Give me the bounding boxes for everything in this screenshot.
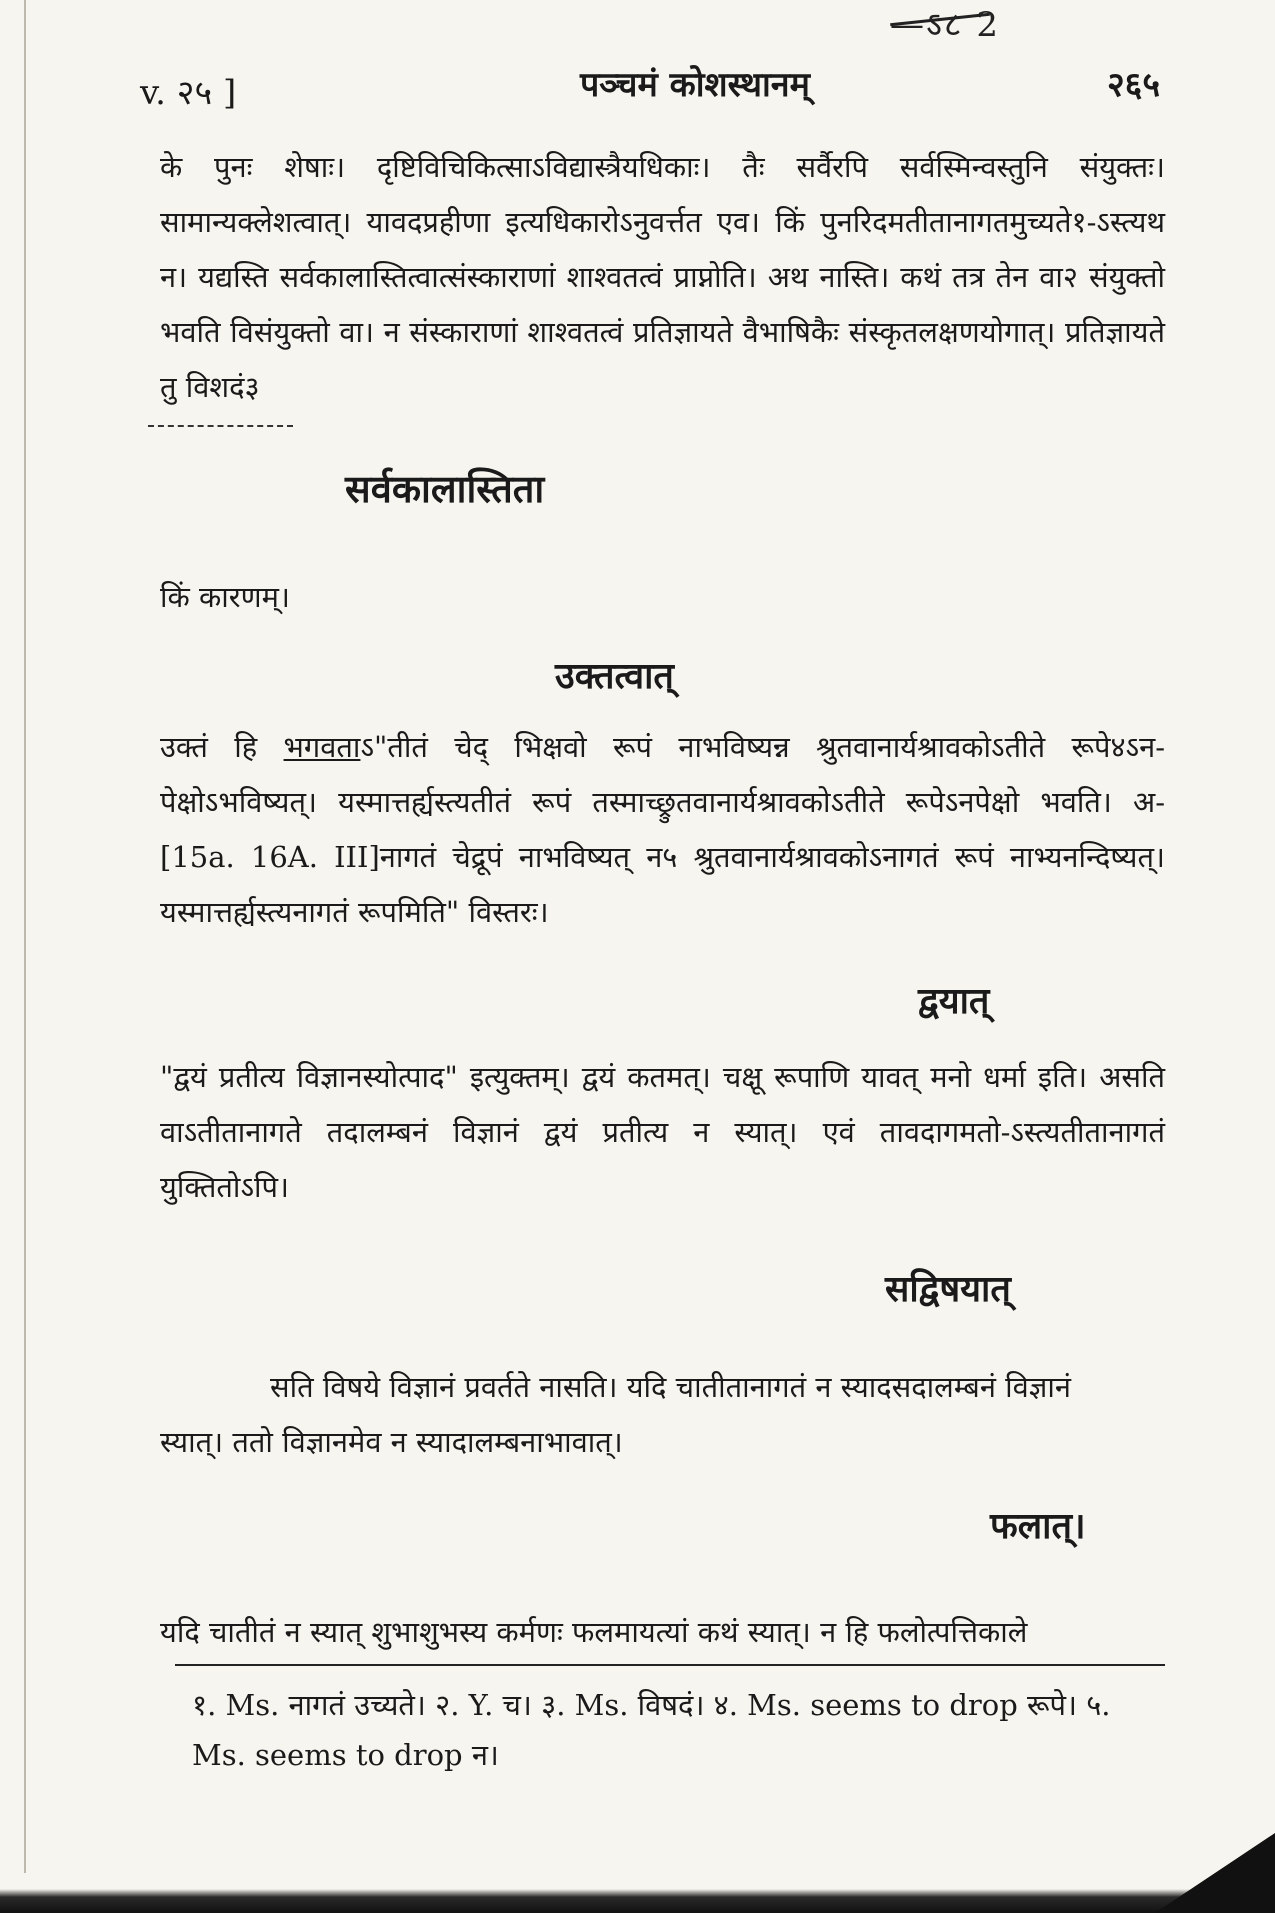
paragraph-uktam-hi [160,720,1165,940]
binding-margin-line [24,0,26,1913]
section-heading-dvayat: द्वयात् [918,980,990,1022]
paragraph-sati-vishaye: सति विषये विज्ञानं प्रवर्तते नासति। यदि चातीतानागतं न स्यादसदालम्बनं विज्ञानं [270,1370,1071,1404]
paragraph-kim-karanam: किं कारणम्। [160,580,290,614]
running-head [140,60,1160,113]
section-heading-sadvishayat: सद्विषयात् [885,1268,1011,1310]
section-heading-sarvakalastita: सर्वकालास्तिता [345,466,545,511]
dashed-underline-vaibhashika [148,425,293,427]
section-heading-phalat: फलात्। [990,1505,1086,1547]
corner-handwritten-mark: —ऽ८ 2 [890,5,1000,45]
running-head-verse: v. २५ ] [140,73,237,113]
paragraph-yadi-chatitam: यदि चातीतं न स्यात् शुभाशुभस्य कर्मणः फलमायत्यां कथं स्यात्। न हि फलोत्पत्तिकाले [160,1615,1028,1649]
paragraph-shesha: के पुनः शेषाः। दृष्टिविचिकित्साऽविद्यास्त्रैयधिकाः। तैः सर्वैरपि सर्वस्मिन्वस्तुनि संयुक्तः। सामान्यक्लेशत्वात्। यावदप्रहीणा इत्यधिकारोऽनुवर्त्तत एव। किं पुनरिदमतीतानागतमुच्यते१-ऽस्त्यथ न। यद्यस्ति सर्वकालास्तित्वात्संस्काराणां शाश्वतत्वं प्राप्नोति। अथ नास्ति। कथं तत्र तेन वा२ संयुक्तो भवति विसंयुक्तो वा। न संस्काराणां शाश्वतत्वं प्रतिज्ञायते वैभाषिकैः संस्कृतलक्षणयोगात्। प्रतिज्ञायते तु विशदं३ [160,150,1165,404]
section-heading-uktatvat: उक्तत्वात् [555,655,674,697]
running-head-title: पञ्चमं कोशस्थानम् [580,65,810,105]
footnotes: १. Ms. नागतं उच्यते। २. Y. च। ३. Ms. विषदं। ४. Ms. seems to drop रूपे। ५. Ms. seems to drop न। [192,1688,1111,1772]
scan-edge-shadow [0,1873,1275,1913]
paragraph-dvayam-pratitya: "द्वयं प्रतीत्य विज्ञानस्योत्पाद" इत्युक्तम्। द्वयं कतमत्। चक्षू रूपाणि यावत् मनो धर्मा इति। असति वाऽतीतानागते तदालम्बनं विज्ञानं द्वयं प्रतीत्य न स्यात्। एवं तावदागमतो-ऽस्त्यतीतानागतं युक्तितोऽपि। [160,1060,1165,1204]
text-run: उक्तं हि [160,730,284,764]
footnote-rule [175,1664,1165,1666]
paragraph-sati-vishaye-cont: स्यात्। ततो विज्ञानमेव न स्यादालम्बनाभावात्। [160,1425,623,1459]
page-number: २६५ [1106,65,1160,105]
text-run: ऽ"तीतं चेद् भिक्षवो रूपं नाभविष्यन्न श्रुतवानार्यश्रावकोऽतीते रूपे४ऽन-पेक्षोऽभविष्यत्। यस्मात्तर्ह्यस्त्यतीतं रूपं तस्माच्छ्रुतवानार्यश्रावकोऽतीते रूपेऽनपेक्षो भवति। अ-[15a. 16A. III]नागतं चेद्रूपं नाभविष्यत् न५ श्रुतवानार्यश्रावकोऽनागतं रूपं नाभ्यनन्दिष्यत्। यस्मात्तर्ह्यस्त्यनागतं रूपमिति" विस्तरः। [160,730,1165,929]
underlined-bhagavata: भगवता [283,730,361,764]
